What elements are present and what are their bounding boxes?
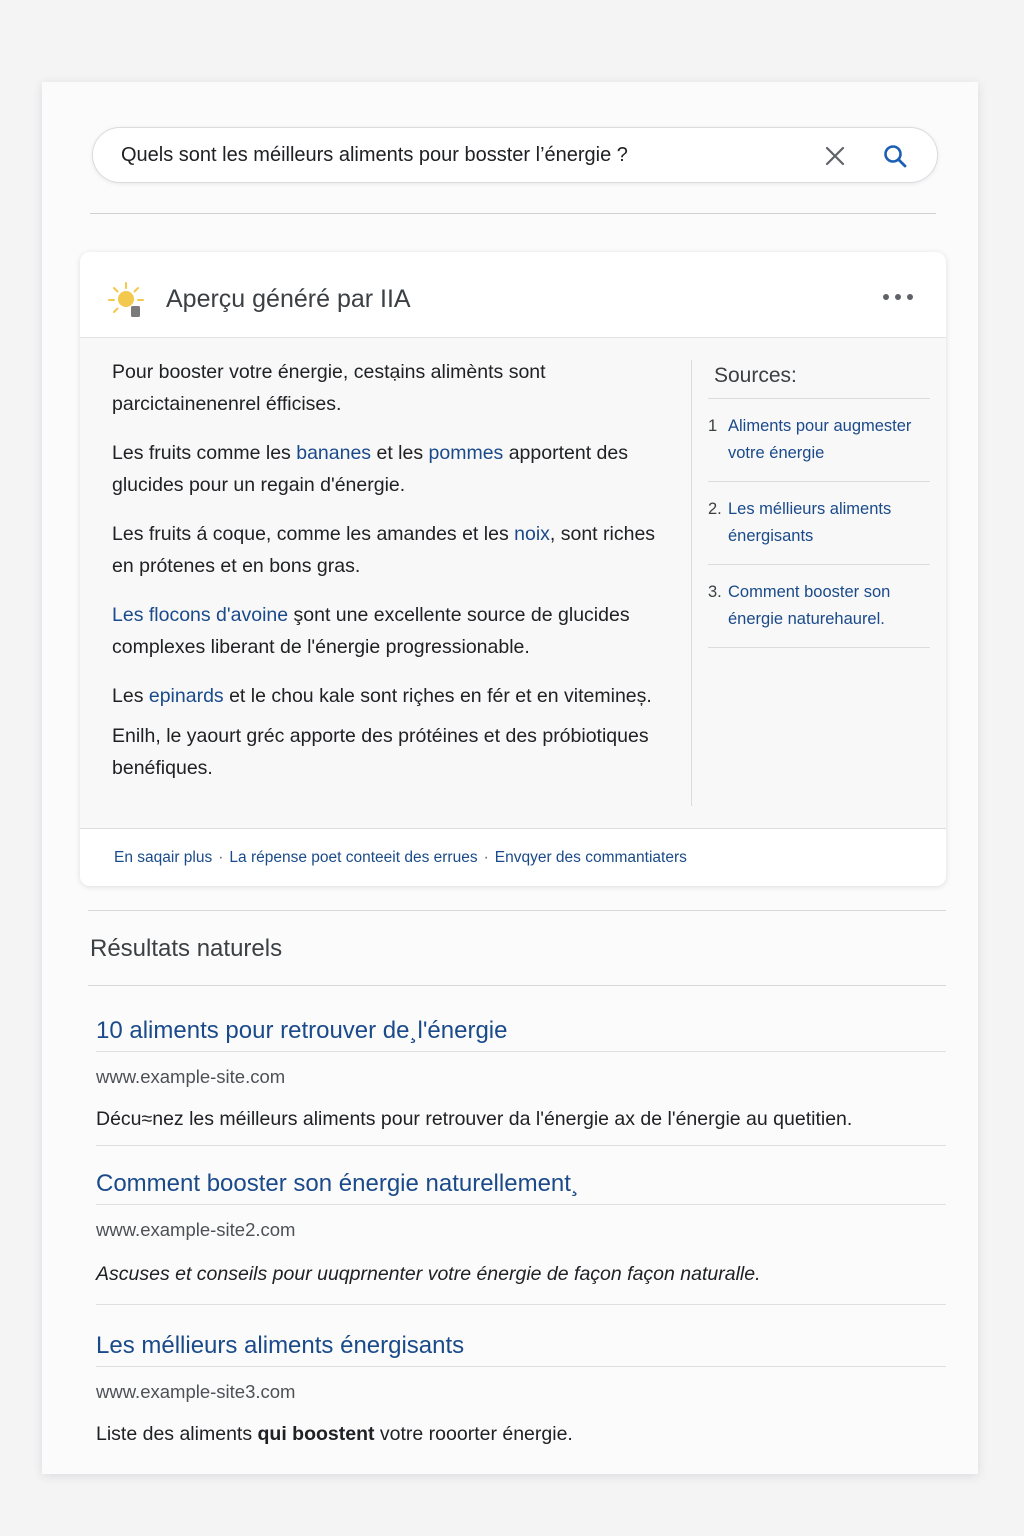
divider — [96, 1304, 946, 1305]
divider — [88, 910, 946, 911]
more-horizontal-icon — [881, 292, 915, 302]
search-result — [96, 1332, 946, 1460]
search-bar — [92, 127, 938, 183]
ai-paragraph — [112, 599, 672, 663]
ai-overview-body — [80, 338, 946, 828]
source-number: 2. — [708, 500, 722, 518]
clear-search-button[interactable] — [819, 140, 851, 172]
organic-results-heading: Résultats naturels — [90, 935, 283, 962]
search-result — [96, 1170, 946, 1305]
keyword-link[interactable]: Les flocons d'avoine — [112, 604, 289, 626]
source-number: 1 — [708, 417, 718, 435]
divider — [88, 985, 946, 986]
ai-paragraph-text: Les — [112, 685, 149, 707]
result-url[interactable]: www.example-site3.com — [96, 1381, 296, 1402]
sources-title: Sources: — [708, 356, 930, 399]
keyword-link[interactable]: bananes — [296, 442, 372, 464]
ai-paragraph — [112, 437, 672, 501]
sparkle-bulb-icon — [106, 280, 146, 320]
result-snippet-text: Liste des aliments — [96, 1423, 258, 1445]
source-link[interactable]: Comment booster son énergie naturehaurel. — [728, 583, 891, 628]
keyword-link[interactable]: epinards — [148, 685, 224, 707]
result-url[interactable]: www.example-site.com — [96, 1066, 286, 1087]
ai-paragraph-text: et le chou kale sont riçhes en fér et en vitemineș. — [223, 685, 652, 707]
result-snippet: Ascuses et conseils pour uuqprnenter votre énergie de façon façon naturalle. — [96, 1263, 761, 1285]
column-divider — [691, 360, 692, 806]
ai-overview-header — [80, 252, 946, 338]
source-item[interactable] — [708, 482, 930, 565]
ai-paragraph-text: şont une excellente source de glucides complexes liberant de l'énergie progressiоnable. — [112, 604, 630, 658]
ai-paragraph-text: , sont riches en prótenes et en bons gras. — [112, 523, 656, 577]
result-url[interactable]: www.example-site2.com — [96, 1219, 296, 1240]
ai-paragraph — [112, 518, 672, 582]
search-icon — [882, 143, 908, 169]
result-snippet — [96, 1423, 946, 1460]
result-snippet: Décu≈nez les méilleurs aliments pour retrouver da l'énergie ax de l'énergie au quetitien. — [96, 1108, 853, 1130]
result-title-link[interactable]: Les méllieurs aliments énergisants — [96, 1332, 946, 1367]
ai-paragraph — [112, 680, 672, 712]
footer-links — [114, 849, 687, 867]
source-item[interactable] — [708, 399, 930, 482]
ai-paragraph-text: Enilh, le yaourt gréc apporte des prótéines et des próbiotiques benéfiques. — [112, 725, 649, 779]
ai-paragraph-text: et les — [371, 442, 429, 464]
sources-panel — [708, 356, 930, 648]
ai-paragraph — [112, 356, 672, 420]
result-snippet-text: votre rooorter énergie. — [374, 1423, 573, 1445]
learn-more-link[interactable]: En saqair plus — [114, 849, 213, 866]
ai-overview-text — [112, 356, 672, 801]
ai-paragraph — [112, 720, 672, 784]
ai-paragraph-text: Les fruits comme les — [112, 442, 297, 464]
ai-overview-title: Aperçu généré par IIA — [166, 285, 411, 313]
footer-separator: · — [218, 849, 224, 866]
ai-paragraph-text: Pour booster votre énergie, cestạins alimènts sont parcictainenenrel éfficises. — [112, 361, 546, 415]
keyword-link[interactable]: pommes — [428, 442, 504, 464]
ai-paragraph-text: Les fruits á coque, comme les amandes et les — [112, 523, 515, 545]
disclaimer-link[interactable]: La répense poet conteeit des errues — [229, 849, 478, 866]
source-link[interactable]: Aliments pour augmester votre énergie — [728, 417, 912, 462]
feedback-link[interactable]: Envqyer des commantiaters — [494, 849, 687, 866]
search-input[interactable] — [121, 128, 801, 182]
ai-overview-card — [80, 252, 946, 886]
keyword-link[interactable]: noix — [514, 523, 550, 545]
source-number: 3. — [708, 583, 722, 601]
result-title-link[interactable]: 10 aliments pour retrouver de¸l'énergie — [96, 1017, 946, 1052]
close-icon — [824, 145, 846, 167]
source-link[interactable]: Les méllieurs aliments énergisants — [728, 500, 892, 545]
search-result — [96, 1017, 946, 1146]
source-item[interactable] — [708, 565, 930, 648]
results-page — [42, 82, 978, 1474]
result-snippet-highlight: qui boostent — [257, 1423, 375, 1445]
more-options-button[interactable] — [876, 282, 920, 312]
search-button[interactable] — [879, 140, 911, 172]
divider — [90, 213, 936, 214]
footer-separator: · — [483, 849, 489, 866]
result-title-link[interactable]: Comment booster son énergie naturellement¸ — [96, 1170, 946, 1205]
divider — [96, 1145, 946, 1146]
ai-overview-footer — [80, 828, 946, 886]
ai-paragraph-text: apportent des glucides pour un regain d'énergie. — [112, 442, 628, 496]
